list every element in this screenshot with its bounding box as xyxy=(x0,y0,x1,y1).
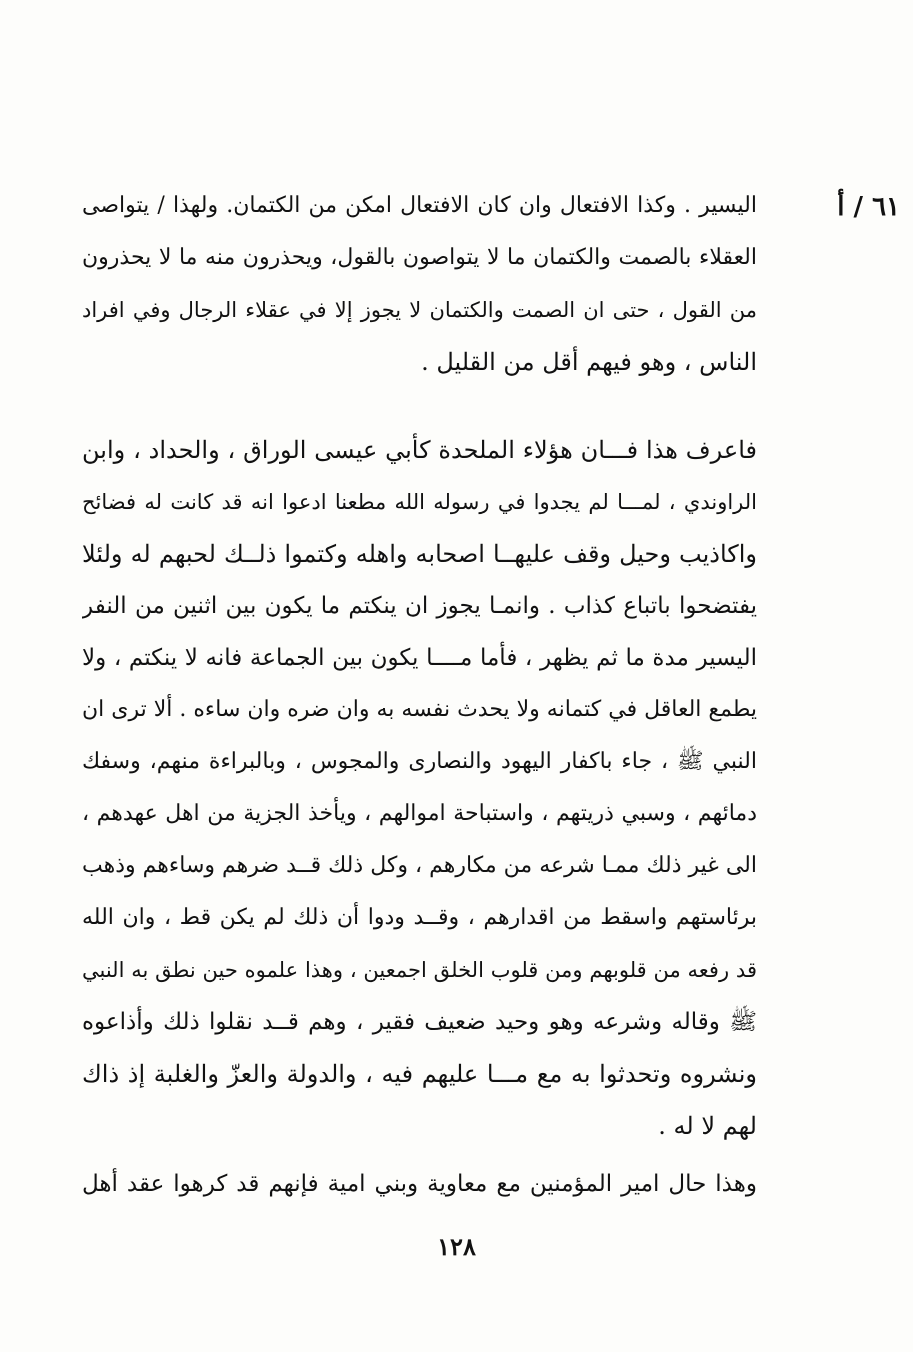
text-line: من القول ، حتى ان الصمت والكتمان لا يجوز إلا في عقلاء الرجال وفي افراد xyxy=(82,298,757,322)
paragraph-2 xyxy=(82,424,757,1152)
text-line: يطمع العاقل في كتمانه ولا يحدث نفسه به وان ضره وان ساءه . ألا ترى ان xyxy=(82,697,757,722)
paragraph-1 xyxy=(82,180,757,388)
text-line: واكاذيب وحيل وقف عليهــا اصحابه واهله وكتموا ذلــك لحبهم له ولئلا xyxy=(82,540,757,568)
text-line: قد رفعه من قلوبهم ومن قلوب الخلق اجمعين ، وهذا علموه حين نطق به النبي xyxy=(82,958,757,982)
text-line: فاعرف هذا فـــان هؤلاء الملحدة كأبي عيسى الوراق ، والحداد ، وابن xyxy=(82,436,757,464)
text-line: وهذا حال امير المؤمنين مع معاوية وبني امية فإنهم قد كرهوا عقد أهل xyxy=(82,1171,757,1197)
text-line: النبي ﷺ ، جاء باكفار اليهود والنصارى والمجوس ، وبالبراءة منهم، وسفك xyxy=(82,749,757,774)
text-line: اليسير . وكذا الافتعال وان كان الافتعال امكن من الكتمان. ولهذا / يتواصى xyxy=(82,193,757,218)
page-number: ١٢٨ xyxy=(437,1232,476,1261)
text-line: اليسير مدة ما ثم يظهر ، فأما مــــا يكون بين الجماعة فانه لا ينكتم ، ولا xyxy=(82,645,757,671)
text-line: دمائهم ، وسبي ذريتهم ، واستباحة اموالهم ، ويأخذ الجزية من اهل عهدهم ، xyxy=(82,801,757,826)
text-line: ونشروه وتحدثوا به مع مـــا عليهم فيه ، والدولة والعزّ والغلبة إذ ذاك xyxy=(82,1060,757,1088)
text-line: ﷺ وقاله وشرعه وهو وحيد ضعيف فقير ، وهم قــد نقلوا ذلك وأذاعوه xyxy=(82,1009,757,1035)
text-line: لهم لا له . xyxy=(658,1112,757,1140)
text-line: العقلاء بالصمت والكتمان ما لا يتواصون بالقول، ويحذرون منه ما لا يحذرون xyxy=(82,245,757,270)
text-line: برئاستهم واسقط من اقدارهم ، وقــد ودوا أن ذلك لم يكن قط ، وان الله xyxy=(82,905,757,930)
manuscript-folio-reference: ٦١ / أ xyxy=(837,192,900,222)
text-line: الناس ، وهو فيهم أقل من القليل . xyxy=(421,348,757,376)
text-line: الى غير ذلك ممـا شرعه من مكارهم ، وكل ذلك قــد ضرهم وساءهم وذهب xyxy=(82,853,757,878)
paragraph-3 xyxy=(82,1158,757,1210)
text-line: يفتضحوا باتباع كذاب . وانمـا يجوز ان ينكتم ما يكون بين اثنين من النفر xyxy=(82,593,757,619)
text-line: الراوندي ، لمـــا لم يجدوا في رسوله الله مطعنا ادعوا انه قد كانت له فضائح xyxy=(82,490,757,514)
